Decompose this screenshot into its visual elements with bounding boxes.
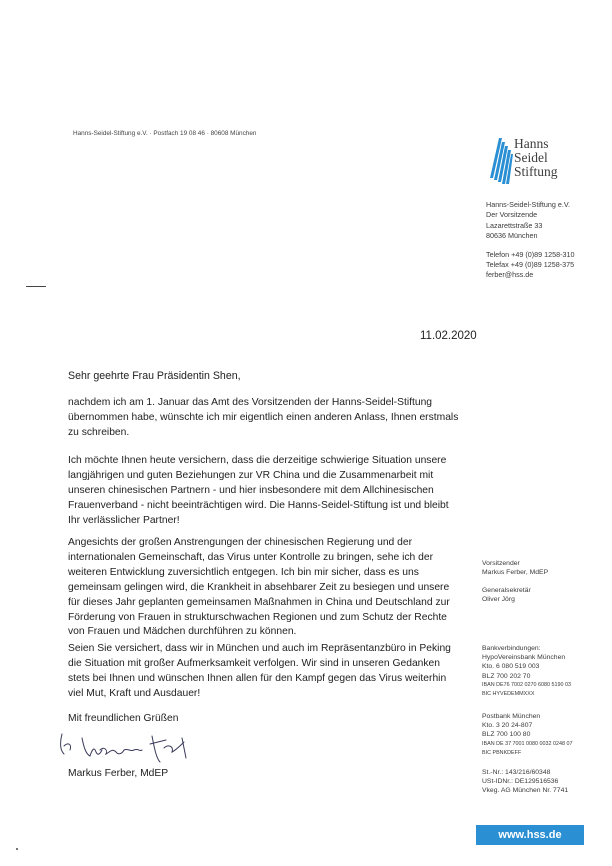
- scan-speck: [16, 848, 18, 850]
- sidebar-bank-2: [482, 712, 573, 758]
- address-org: Hanns-Seidel-Stiftung e.V.: [486, 200, 571, 209]
- return-address-block: [486, 200, 575, 281]
- bank1-iban: IBAN DE76 7002 0270 6080 5190 03: [482, 681, 572, 688]
- body-paragraph-3: Angesichts der großen Anstrengungen der chinesischen Regierung und der internationalen Gemeinschaft, das Virus unter Kontrolle zu bringen, sehe ich der weiteren Entwicklung zuversichtlich entgegen. Ich bin mir sicher, dass es uns gemeinsam gelingen wird, die Krankheit in absehbarer Zeit zu besiegen und unsere für dieses Jahr geplanten gemeinsamen Maßnahmen in China und Deutschland zur Förderung von Frauen in strukturschwachen Regionen und zum Schutz der Rechte von Frauen und Mädchen durchführen zu können.: [68, 537, 450, 638]
- letter-date: 11.02.2020: [420, 330, 477, 342]
- address-email[interactable]: ferber@hss.de: [486, 270, 534, 280]
- logo-line-1: Hanns: [514, 136, 549, 151]
- bank2-blz: BLZ 700 100 80: [482, 731, 531, 739]
- sender-line: Hanns-Seidel-Stiftung e.V. · Postfach 19 08 46 · 80608 München: [73, 130, 257, 137]
- website-link[interactable]: www.hss.de: [476, 825, 584, 845]
- address-role: Der Vorsitzende: [486, 210, 538, 220]
- address-phone: Telefon +49 (0)89 1258-310: [486, 249, 575, 259]
- sidebar-secretary-general: [482, 586, 531, 604]
- vat-id: USt-IDNr.: DE129516536: [482, 778, 559, 786]
- chair-name: Markus Ferber, MdEP: [482, 569, 549, 577]
- bank1-name: HypoVereinsbank München: [482, 654, 566, 662]
- address-fax: Telefax +49 (0)89 1258-375: [486, 260, 575, 270]
- logo-line-3: Stiftung: [514, 164, 558, 179]
- gm-label: Generalsekretär: [482, 587, 531, 594]
- bank2-iban: IBAN DE 37 7001 0080 0032 0248 07: [482, 740, 573, 747]
- tax-number: St.-Nr.: 143/216/60348: [482, 769, 551, 776]
- chair-label: Vorsitzender: [482, 560, 520, 567]
- body-paragraph-4: Seien Sie versichert, dass wir in München und auch im Repräsentanzbüro in Peking die Situation mit großer Aufmerksamkeit verfolgen. Wir sind in unseren Gedanken stets bei Ihnen und wünschen Ihnen allen für den Kampf gegen das Virus weiterhin viel Mut, Kraft und Ausdauer!: [68, 643, 451, 699]
- bank2-bic: BIC PBNKDEFF: [482, 749, 522, 756]
- salutation: Sehr geehrte Frau Präsidentin Shen,: [68, 370, 241, 382]
- closing-phrase: Mit freundlichen Grüßen: [68, 713, 179, 724]
- sidebar-tax-info: [482, 768, 568, 796]
- signer-name: Markus Ferber, MdEP: [68, 768, 169, 779]
- body-paragraph-2: Ich möchte Ihnen heute versichern, dass die derzeitige schwierige Situation unsere langjährigen und guten Beziehungen zur VR China und die Zusammenarbeit mit unseren chinesischen Partnern - und hier insbesondere mit dem Allchinesischen Frauenverband - nicht beeinträchtigen wird. Die Hanns-Seidel-Stiftung ist und bleibt Ihr verlässlicher Partner!: [68, 455, 449, 526]
- bank2-account: Kto. 3 20 24-807: [482, 722, 533, 730]
- bank1-bic: BIC HYVEDEMMXXX: [482, 691, 535, 698]
- body-paragraph-1: nachdem ich am 1. Januar das Amt des Vorsitzenden der Hanns-Seidel-Stiftung übernommen habe, wünschte ich mir eigentlich einen anderen Anlass, Ihnen erstmals zu schreiben.: [68, 397, 459, 438]
- bank-label: Bankverbindungen:: [482, 645, 541, 652]
- register-number: Vkeg. AG München Nr. 7741: [482, 787, 569, 795]
- sidebar-bank-1: [482, 644, 571, 699]
- bank1-blz: BLZ 700 202 70: [482, 672, 531, 680]
- bank1-account: Kto. 6 080 519 003: [482, 663, 540, 671]
- logo-wordmark: [514, 137, 558, 179]
- bank2-name: Postbank München: [482, 713, 541, 720]
- sidebar-chair: [482, 559, 548, 577]
- logo-line-2: Seidel: [514, 150, 548, 165]
- fold-mark: [26, 286, 46, 287]
- address-street: Lazarettstraße 33: [486, 220, 543, 230]
- gm-name: Oliver Jörg: [482, 596, 515, 604]
- address-city: 80636 München: [486, 231, 538, 241]
